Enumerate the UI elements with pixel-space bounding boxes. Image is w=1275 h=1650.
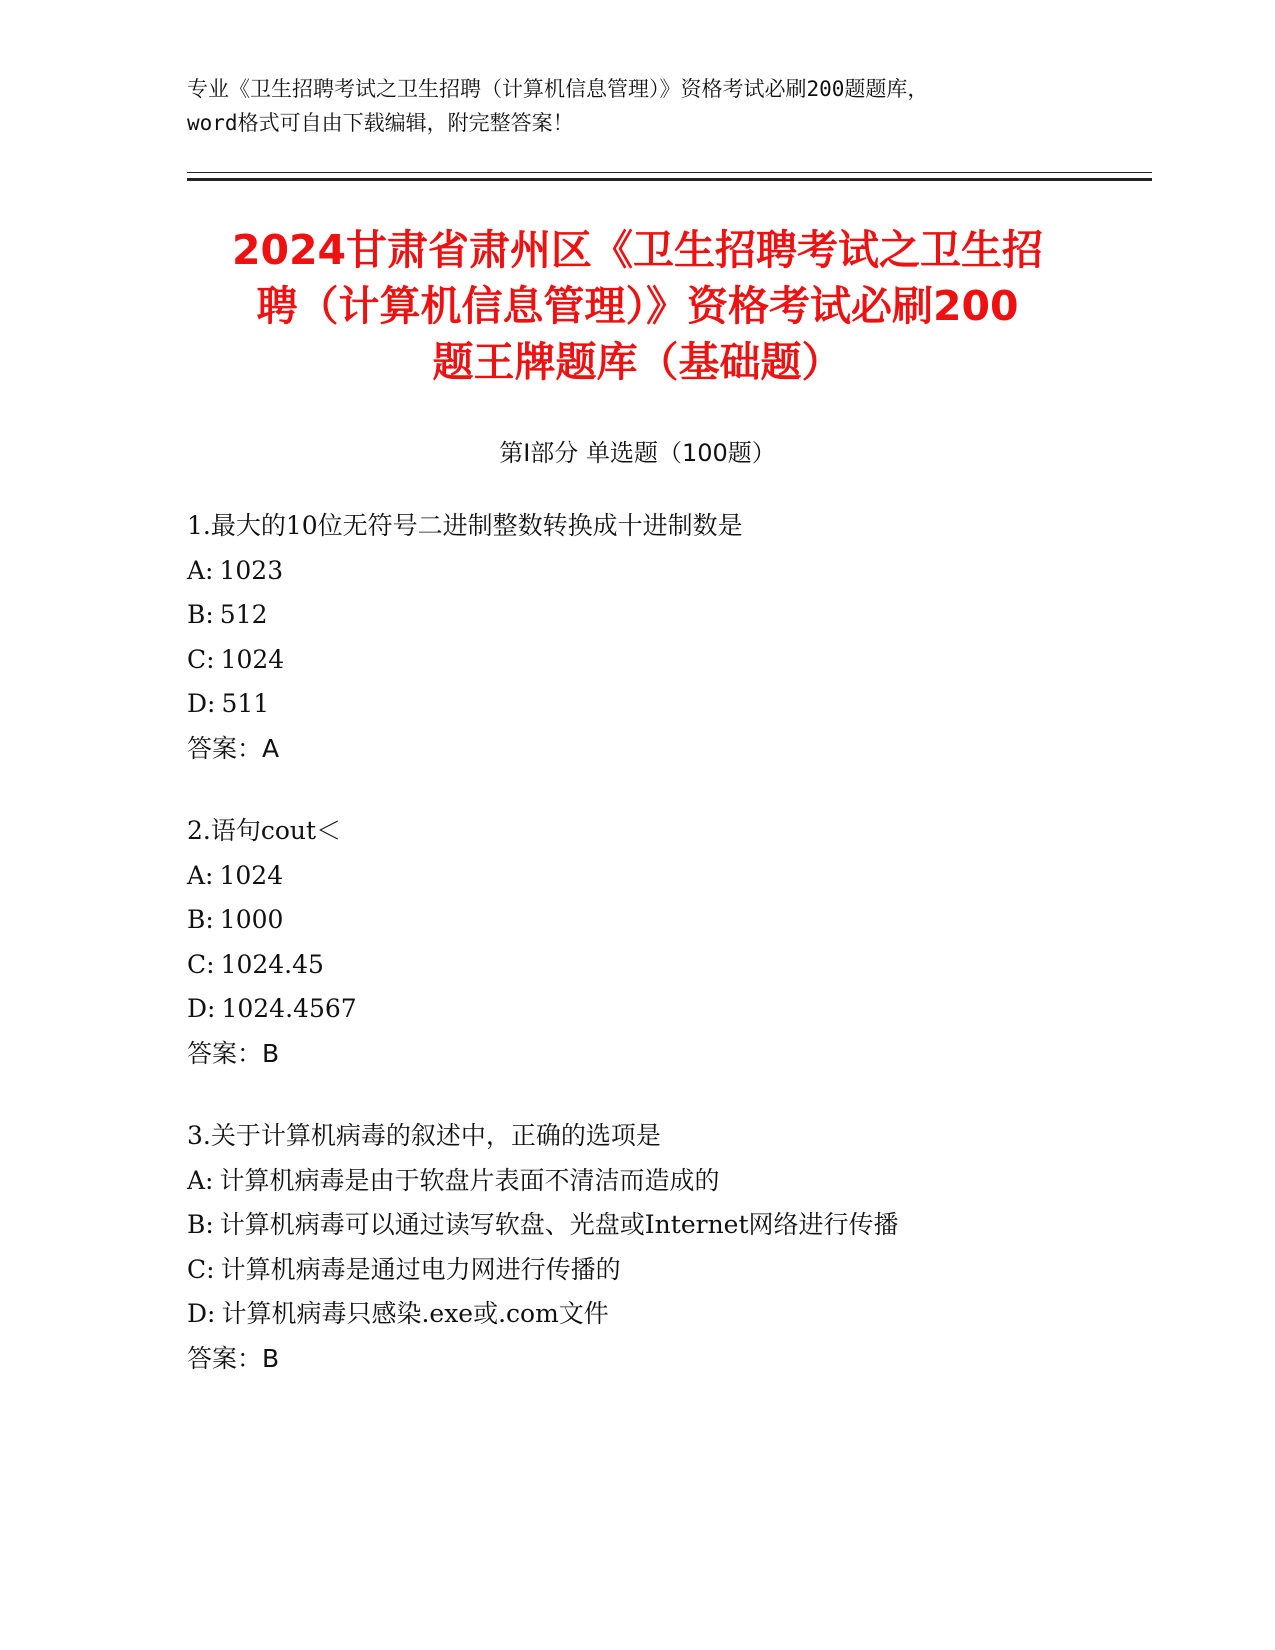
header-divider-thin <box>187 172 1152 173</box>
option-text: 511 <box>221 689 270 718</box>
option-label: A: <box>187 1165 214 1195</box>
option-text: 1024.4567 <box>221 994 357 1023</box>
document-title-line-2: 聘（计算机信息管理）》资格考试必刷200 <box>256 282 1019 330</box>
option-text: 计算机病毒是通过电力网进行传播的 <box>220 1254 621 1284</box>
option-a <box>187 1159 1087 1204</box>
option-label: D: <box>187 1299 216 1328</box>
option-label: C: <box>187 949 215 979</box>
header-note-line-2: word格式可自由下载编辑，附完整答案！ <box>187 111 574 135</box>
option-label: C: <box>187 1254 215 1284</box>
option-label: C: <box>187 644 215 674</box>
question-stem: 1.最大的10位无符号二进制整数转换成十进制数是 <box>187 511 743 540</box>
document-title-line-3: 题王牌题库（基础题） <box>432 338 843 386</box>
option-c <box>187 943 1087 988</box>
option-b <box>187 593 1087 638</box>
option-label: A: <box>187 860 214 890</box>
option-label: A: <box>187 555 214 585</box>
option-label: B: <box>187 905 214 934</box>
answer: 答案：B <box>187 1038 280 1068</box>
option-c <box>187 1248 1087 1293</box>
section-title: 第Ⅰ部分 单选题（100题） <box>499 439 776 467</box>
option-label: B: <box>187 600 214 629</box>
option-text: 1023 <box>219 555 284 585</box>
question-stem: 2.语句cout＜ <box>187 816 342 845</box>
question-3 <box>187 1114 1087 1381</box>
option-text: 512 <box>219 600 268 629</box>
option-label: B: <box>187 1210 214 1239</box>
option-d <box>187 682 1087 727</box>
option-label: D: <box>187 994 216 1023</box>
option-text: 1024.45 <box>220 949 324 979</box>
answer: 答案：B <box>187 1343 280 1373</box>
option-label: D: <box>187 689 216 718</box>
option-text: 1000 <box>219 905 284 934</box>
option-text: 计算机病毒只感染.exe或.com文件 <box>221 1299 609 1328</box>
header-note <box>187 72 1087 140</box>
option-text: 1024 <box>219 860 284 890</box>
option-a <box>187 854 1087 899</box>
option-a <box>187 549 1087 594</box>
option-text: 计算机病毒是由于软盘片表面不清洁而造成的 <box>219 1165 720 1195</box>
header-note-line-1: 专业《卫生招聘考试之卫生招聘（计算机信息管理）》资格考试必刷200题题库， <box>187 77 929 101</box>
question-stem: 3.关于计算机病毒的叙述中，正确的选项是 <box>187 1121 661 1150</box>
option-b <box>187 1203 1087 1248</box>
option-b <box>187 898 1087 943</box>
option-text: 1024 <box>220 644 285 674</box>
option-text: 计算机病毒可以通过读写软盘、光盘或Internet网络进行传播 <box>219 1210 899 1239</box>
answer: 答案：A <box>187 733 280 763</box>
option-d <box>187 987 1087 1032</box>
question-2 <box>187 809 1087 1076</box>
question-1 <box>187 504 1087 771</box>
header-divider-thick <box>187 178 1152 181</box>
document-title <box>130 222 1145 390</box>
option-d <box>187 1292 1087 1337</box>
option-c <box>187 638 1087 683</box>
document-title-line-1: 2024甘肃省肃州区《卫生招聘考试之卫生招 <box>231 226 1044 274</box>
